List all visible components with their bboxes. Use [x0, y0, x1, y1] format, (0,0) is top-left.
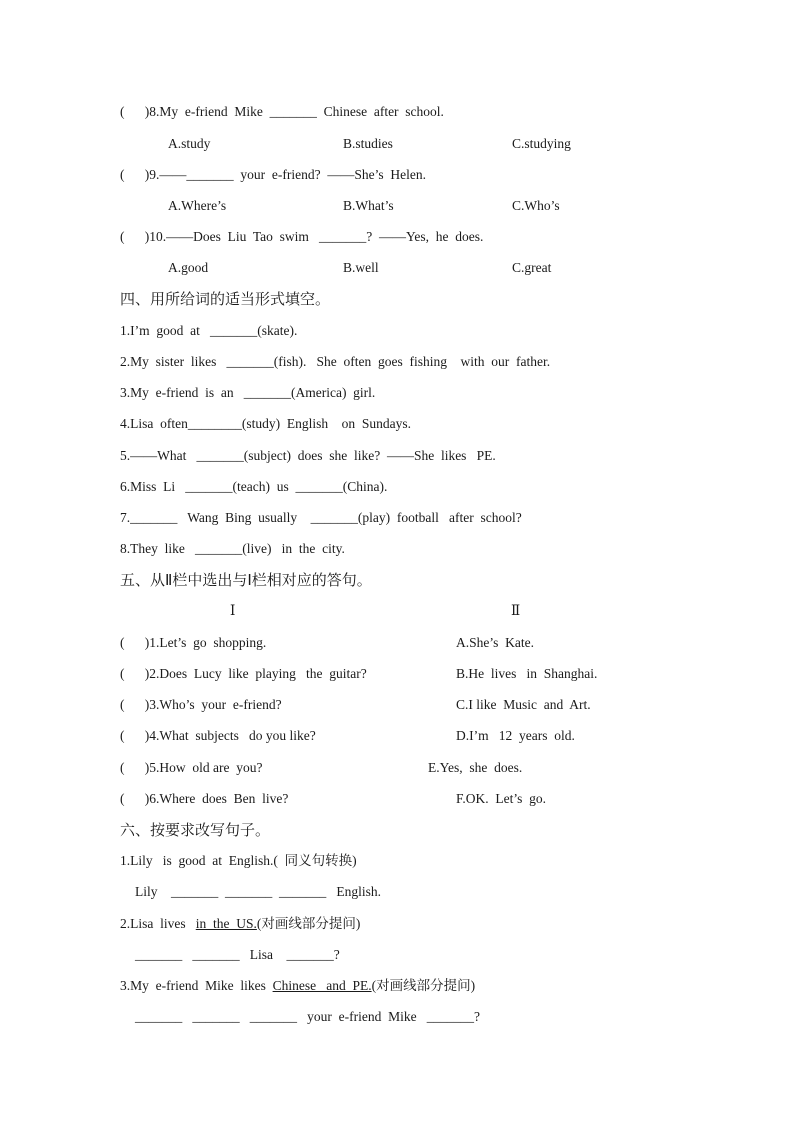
question-8-option-b: B.studies: [343, 136, 393, 151]
section-4-item-4: 4.Lisa often________(study) English on Sundays.: [120, 416, 411, 431]
rewrite-3-question: [120, 977, 475, 995]
question-9-option-a: A.Where’s: [168, 198, 227, 213]
question-10-option-b: B.well: [343, 260, 379, 275]
section-4-item-2: 2.My sister likes _______(fish). She often goes fishing with our father.: [120, 354, 551, 369]
question-8-option-a: A.study: [168, 136, 211, 151]
rewrite-2-question: [120, 915, 360, 933]
match-right-d: D.I’m 12 years old.: [456, 728, 575, 743]
rewrite-1-answer: Lily _______ _______ _______ English.: [135, 884, 381, 899]
section-4-item-1: 1.I’m good at _______(skate).: [120, 323, 298, 338]
match-right-b: B.He lives in Shanghai.: [456, 666, 598, 681]
match-left-3: ( )3.Who’s your e-friend?: [120, 697, 282, 712]
question-10-option-c: C.great: [512, 260, 552, 275]
match-right-c: C.I like Music and Art.: [456, 697, 591, 712]
section-4-item-6: 6.Miss Li _______(teach) us _______(China).: [120, 479, 388, 494]
section-4-item-7: 7._______ Wang Bing usually _______(play) football after school?: [120, 510, 522, 525]
question-10-option-a: A.good: [168, 260, 209, 275]
match-left-5: ( )5.How old are you?: [120, 760, 263, 775]
section-6-title: 六、按要求改写句子。: [120, 821, 271, 839]
match-left-1: ( )1.Let’s go shopping.: [120, 635, 267, 650]
section-4-item-8: 8.They like _______(live) in the city.: [120, 541, 345, 556]
section-4-title: 四、用所给词的适当形式填空。: [120, 290, 331, 308]
rewrite-3-pre: 3.My e-friend Mike likes: [120, 978, 273, 993]
question-8-stem: ( )8.My e-friend Mike _______ Chinese after school.: [120, 104, 444, 119]
question-9-option-c: C.Who’s: [512, 198, 560, 213]
match-left-6: ( )6.Where does Ben live?: [120, 791, 289, 806]
rewrite-3-post: (对画线部分提问): [371, 978, 476, 993]
section-5-title: 五、从Ⅱ栏中选出与Ⅰ栏相对应的答句。: [120, 571, 372, 589]
rewrite-2-answer: _______ _______ Lisa _______?: [135, 947, 340, 962]
match-right-e: E.Yes, she does.: [428, 760, 523, 775]
match-right-f: F.OK. Let’s go.: [456, 791, 547, 806]
column-1-header: Ⅰ: [230, 603, 236, 618]
column-2-header: Ⅱ: [511, 603, 521, 618]
section-4-item-5: 5.——What _______(subject) does she like? ——She likes PE.: [120, 448, 496, 463]
match-right-a: A.She’s Kate.: [456, 635, 534, 650]
rewrite-3-answer: _______ _______ _______ your e-friend Mike _______?: [135, 1009, 480, 1024]
question-9-stem: ( )9.——_______ your e-friend? ——She’s Helen.: [120, 167, 426, 182]
question-9-option-b: B.What’s: [343, 198, 394, 213]
rewrite-2-post: (对画线部分提问): [256, 916, 361, 931]
question-8-option-c: C.studying: [512, 136, 571, 151]
match-left-4: ( )4.What subjects do you like?: [120, 728, 316, 743]
section-4-item-3: 3.My e-friend is an _______(America) girl.: [120, 385, 376, 400]
match-left-2: ( )2.Does Lucy like playing the guitar?: [120, 666, 367, 681]
rewrite-2-pre: 2.Lisa lives: [120, 916, 196, 931]
rewrite-1-question: 1.Lily is good at English.( 同义句转换): [120, 853, 357, 868]
rewrite-2-underlined: in the US.: [195, 916, 257, 931]
question-10-stem: ( )10.——Does Liu Tao swim _______? ——Yes, he does.: [120, 229, 484, 244]
rewrite-3-underlined: Chinese and PE.: [272, 978, 372, 993]
